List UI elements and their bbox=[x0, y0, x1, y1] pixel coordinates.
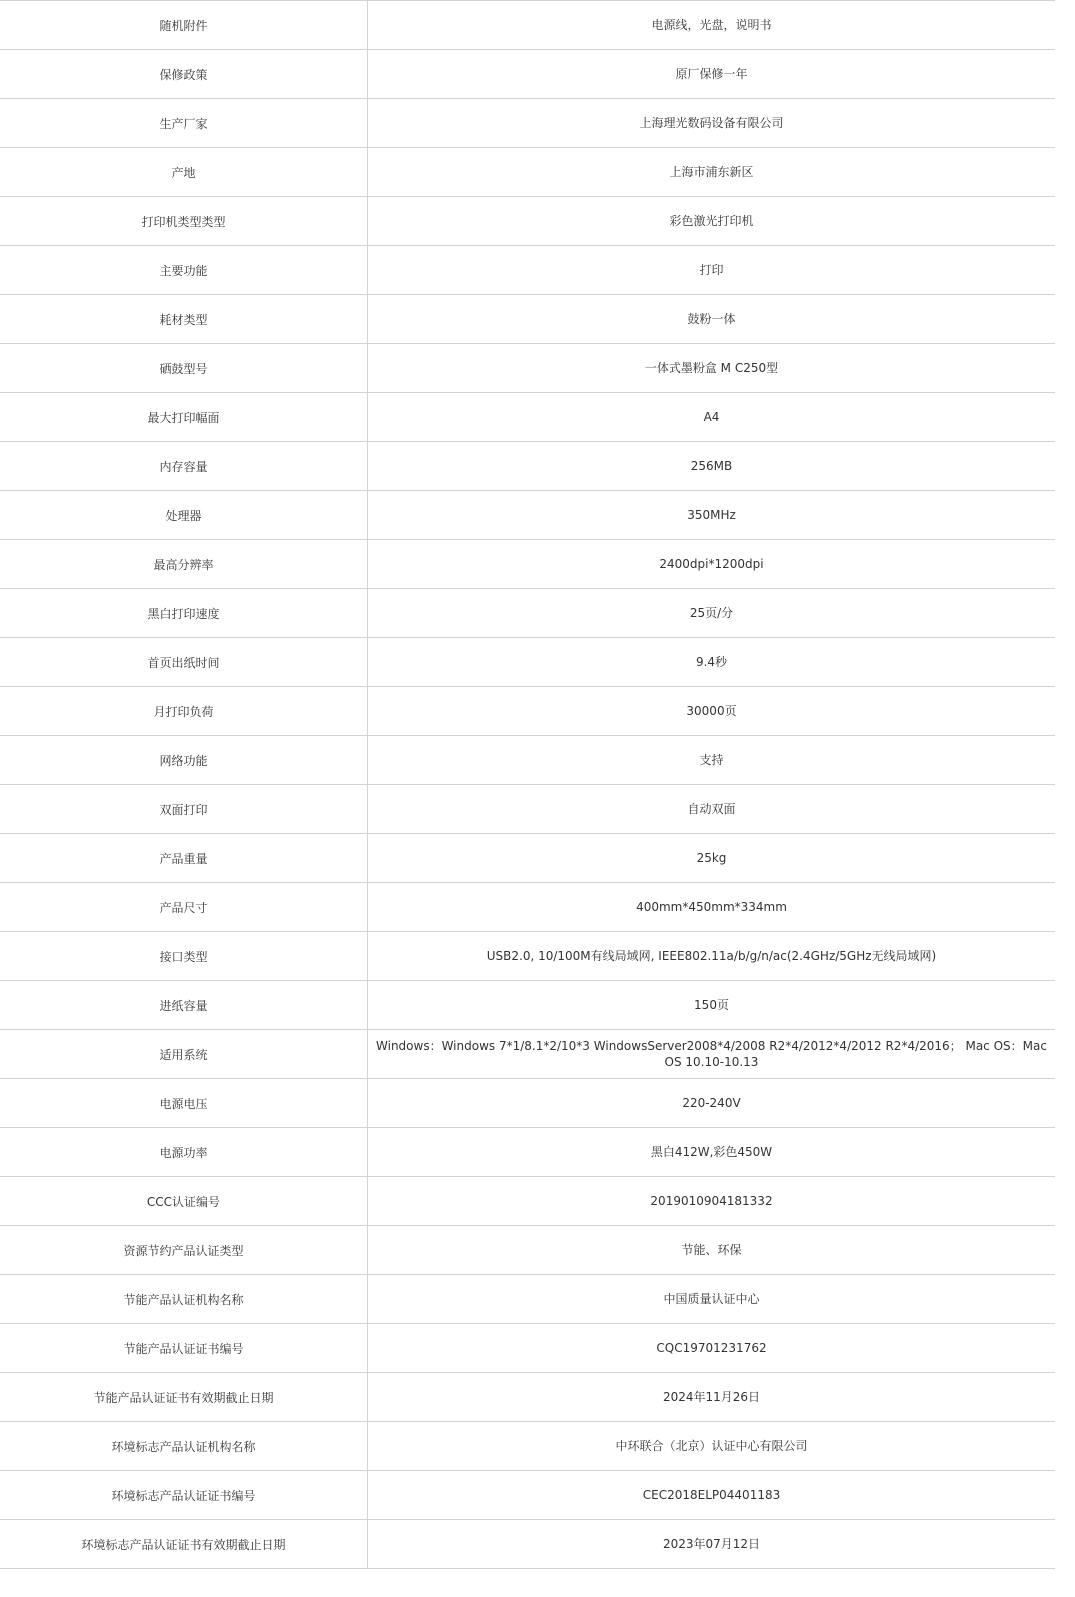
table-row bbox=[0, 1226, 1055, 1275]
spec-label: 环境标志产品认证证书编号 bbox=[0, 1471, 368, 1519]
spec-label: 硒鼓型号 bbox=[0, 344, 368, 392]
spec-value: 150页 bbox=[694, 998, 729, 1012]
table-row bbox=[0, 442, 1055, 491]
table-row bbox=[0, 687, 1055, 736]
table-row bbox=[0, 491, 1055, 540]
spec-value: 30000页 bbox=[686, 704, 737, 718]
spec-label: 双面打印 bbox=[0, 785, 368, 833]
spec-label: 最高分辨率 bbox=[0, 540, 368, 588]
spec-value: 黑白412W,彩色450W bbox=[650, 1145, 773, 1159]
spec-value: 原厂保修一年 bbox=[675, 67, 748, 81]
table-row bbox=[0, 1471, 1055, 1520]
spec-label: 产品重量 bbox=[0, 834, 368, 882]
spec-label: 进纸容量 bbox=[0, 981, 368, 1029]
spec-label: 电源电压 bbox=[0, 1079, 368, 1127]
spec-label: 内存容量 bbox=[0, 442, 368, 490]
table-row bbox=[0, 785, 1055, 834]
spec-value: 中环联合（北京）认证中心有限公司 bbox=[615, 1439, 808, 1453]
table-row bbox=[0, 197, 1055, 246]
spec-value: 2019010904181332 bbox=[650, 1194, 773, 1208]
spec-label: 产地 bbox=[0, 148, 368, 196]
spec-label: 打印机类型类型 bbox=[0, 197, 368, 245]
spec-label: 耗材类型 bbox=[0, 295, 368, 343]
spec-value: 2023年07月12日 bbox=[662, 1537, 761, 1551]
table-row bbox=[0, 1324, 1055, 1373]
table-row bbox=[0, 295, 1055, 344]
spec-label: 资源节约产品认证类型 bbox=[0, 1226, 368, 1274]
spec-label: 节能产品认证证书编号 bbox=[0, 1324, 368, 1372]
spec-value: A4 bbox=[703, 410, 720, 424]
spec-label: 主要功能 bbox=[0, 246, 368, 294]
spec-value: 自动双面 bbox=[687, 802, 736, 816]
table-row bbox=[0, 148, 1055, 197]
spec-label: 环境标志产品认证机构名称 bbox=[0, 1422, 368, 1470]
spec-value: 2024年11月26日 bbox=[662, 1390, 761, 1404]
spec-value: USB2.0, 10/100M有线局域网, IEEE802.11a/b/g/n/ac(2.4GHz/5GHz无线局域网) bbox=[486, 949, 937, 963]
spec-value: CQC19701231762 bbox=[656, 1341, 767, 1355]
spec-label: 月打印负荷 bbox=[0, 687, 368, 735]
spec-label: 保修政策 bbox=[0, 50, 368, 98]
spec-label: 接口类型 bbox=[0, 932, 368, 980]
table-row bbox=[0, 1373, 1055, 1422]
table-row bbox=[0, 1422, 1055, 1471]
spec-value: 350MHz bbox=[687, 508, 736, 522]
table-row bbox=[0, 981, 1055, 1030]
table-row bbox=[0, 99, 1055, 148]
spec-value: 电源线，光盘，说明书 bbox=[651, 18, 772, 32]
spec-value: 支持 bbox=[699, 753, 724, 767]
spec-value: 256MB bbox=[690, 459, 733, 473]
spec-value: CEC2018ELP04401183 bbox=[642, 1488, 781, 1502]
spec-label: 节能产品认证证书有效期截止日期 bbox=[0, 1373, 368, 1421]
spec-value: Windows：Windows 7*1/8.1*2/10*3 WindowsServer2008*4/2008 R2*4/2012*4/2012 R2*4/2016； Mac OS：Mac OS 10.10-10.13 bbox=[376, 1039, 1047, 1069]
table-row bbox=[0, 638, 1055, 687]
table-row bbox=[0, 393, 1055, 442]
spec-value: 彩色激光打印机 bbox=[669, 214, 754, 228]
spec-value: 25kg bbox=[696, 851, 727, 865]
spec-value: 中国质量认证中心 bbox=[663, 1292, 760, 1306]
table-row bbox=[0, 540, 1055, 589]
spec-value: 400mm*450mm*334mm bbox=[636, 900, 787, 914]
spec-label: 处理器 bbox=[0, 491, 368, 539]
table-row bbox=[0, 932, 1055, 981]
spec-value: 220-240V bbox=[682, 1096, 741, 1110]
spec-label: 首页出纸时间 bbox=[0, 638, 368, 686]
table-row bbox=[0, 1030, 1055, 1079]
table-row bbox=[0, 834, 1055, 883]
spec-value: 上海市浦东新区 bbox=[669, 165, 754, 179]
table-row bbox=[0, 1079, 1055, 1128]
spec-label: 产品尺寸 bbox=[0, 883, 368, 931]
table-row bbox=[0, 1128, 1055, 1177]
spec-label: 网络功能 bbox=[0, 736, 368, 784]
spec-label: 节能产品认证机构名称 bbox=[0, 1275, 368, 1323]
spec-label: 环境标志产品认证证书有效期截止日期 bbox=[0, 1520, 368, 1568]
table-row bbox=[0, 1275, 1055, 1324]
spec-value: 节能、环保 bbox=[681, 1243, 742, 1257]
table-row bbox=[0, 246, 1055, 295]
spec-value: 打印 bbox=[699, 263, 724, 277]
spec-value: 2400dpi*1200dpi bbox=[659, 557, 764, 571]
table-row bbox=[0, 50, 1055, 99]
spec-label: 电源功率 bbox=[0, 1128, 368, 1176]
spec-label: 黑白打印速度 bbox=[0, 589, 368, 637]
spec-label: CCC认证编号 bbox=[0, 1177, 368, 1225]
spec-value: 一体式墨粉盒 M C250型 bbox=[644, 361, 779, 375]
spec-label: 适用系统 bbox=[0, 1030, 368, 1078]
spec-value: 25页/分 bbox=[689, 606, 734, 620]
table-row bbox=[0, 736, 1055, 785]
table-row bbox=[0, 883, 1055, 932]
table-row bbox=[0, 1520, 1055, 1569]
table-row bbox=[0, 1177, 1055, 1226]
spec-value: 上海理光数码设备有限公司 bbox=[639, 116, 784, 130]
spec-label: 随机附件 bbox=[0, 1, 368, 49]
table-row bbox=[0, 589, 1055, 638]
spec-label: 生产厂家 bbox=[0, 99, 368, 147]
spec-label: 最大打印幅面 bbox=[0, 393, 368, 441]
table-row bbox=[0, 344, 1055, 393]
spec-value: 9.4秒 bbox=[695, 655, 728, 669]
table-row bbox=[0, 1, 1055, 50]
spec-value: 鼓粉一体 bbox=[687, 312, 736, 326]
